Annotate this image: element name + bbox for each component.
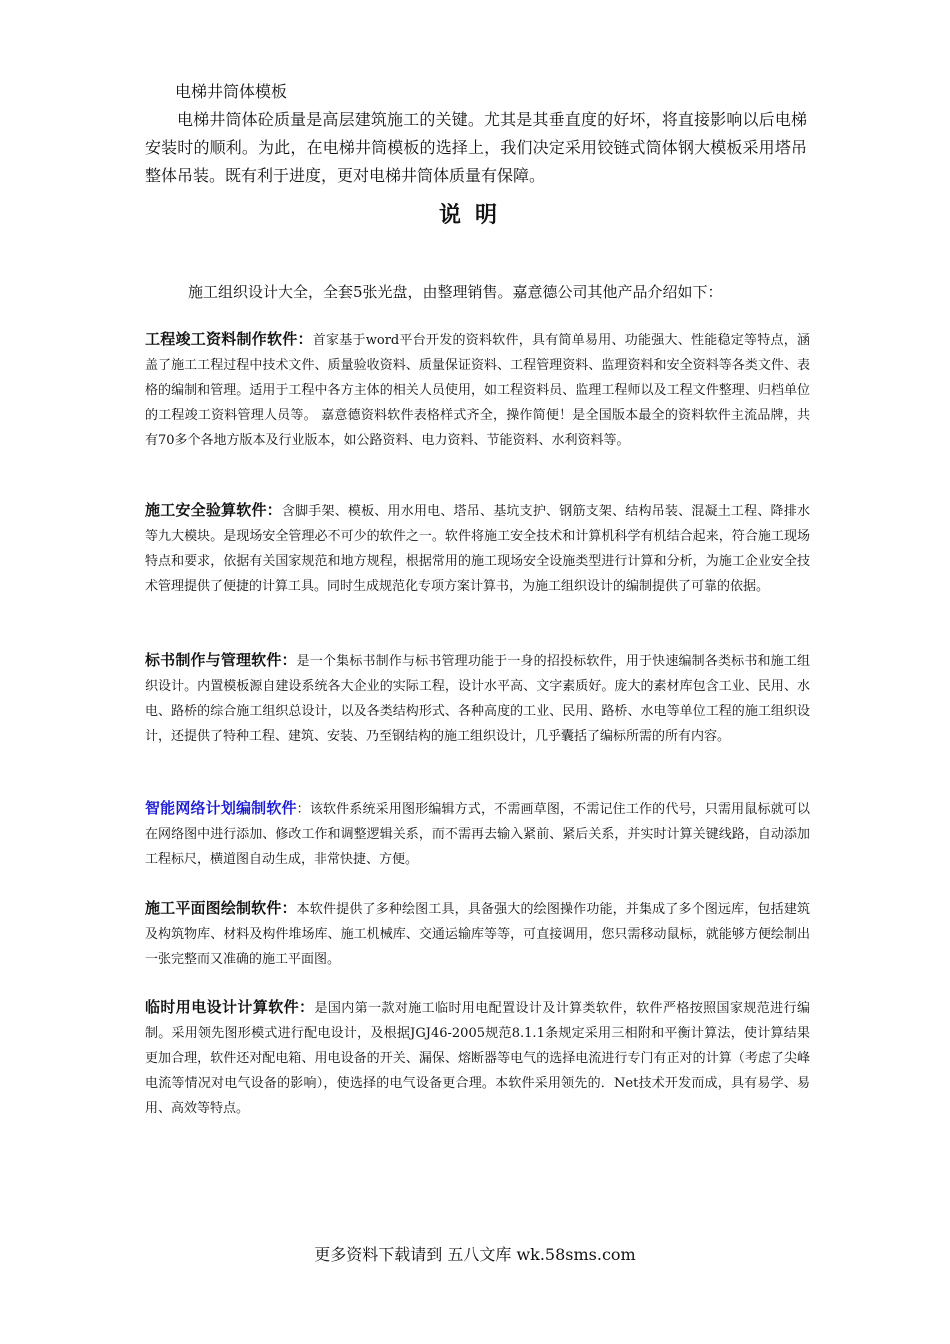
product-name: 工程竣工资料制作软件： <box>145 330 313 348</box>
product-description: 是国内第一款对施工临时用电配置设计及计算类软件，软件严格按照国家规范进行编制。采用领先图形模式进行配电设计，及根据JGJ46-2005规范8.1.1条规定采用三相附和平衡计算法，使计算结果更加合理，软件还对配电箱、用电设备的开关、漏保、熔断器等电气的选择电流进行专门有正对的计算（考虑了尖峰电流等情况对电气设备的影响），使选择的电气设备更合理。本软件采用领先的．Net技术开发而成，具有易学、易用、高效等特点。 <box>145 1001 810 1116</box>
intro-paragraph: 施工组织设计大全，全套5张光盘，由整理销售。嘉意德公司其他产品介绍如下： <box>188 283 723 301</box>
body-paragraph: 电梯井筒体砼质量是高层建筑施工的关键。尤其是其垂直度的好坏，将直接影响以后电梯安装时的顺利。为此，在电梯井筒模板的选择上，我们决定采用铰链式筒体钢大模板采用塔吊整体吊装。既有利于进度，更对电梯井筒体质量有保障。 <box>145 110 807 185</box>
page-footer: 更多资料下载请到 五八文库 wk.58sms.com <box>314 1245 636 1264</box>
page-title: 说明 <box>438 203 511 228</box>
product-description: ：该软件系统采用图形编辑方式，不需画草图，不需记住工作的代号，只需用鼠标就可以在网络图中进行添加、修改工作和调整逻辑关系，而不需再去输入紧前、紧后关系，并实时计算关键线路，自动添加工程标尺，横道图自动生成，非常快捷、方便。 <box>145 802 810 867</box>
product-section <box>145 498 810 599</box>
product-name: 施工安全验算软件： <box>145 501 282 519</box>
product-section <box>145 648 810 749</box>
product-name: 智能网络计划编制软件 <box>145 799 297 817</box>
product-section <box>145 896 810 972</box>
product-name: 施工平面图绘制软件： <box>145 899 297 917</box>
product-name: 临时用电设计计算软件： <box>145 998 315 1016</box>
product-description: 首家基于word平台开发的资料软件，具有简单易用、功能强大、性能稳定等特点，涵盖了施工工程过程中技术文件、质量验收资料、质量保证资料、工程管理资料、监理资料和安全资料等各类文件、表格的编制和管理。适用于工程中各方主体的相关人员使用，如工程资料员、监理工程师以及工程文件整理、归档单位的工程竣工资料管理人员等。 嘉意德资料软件表格样式齐全，操作简便！是全国版本最全的资料软件主流品牌，共有70多个各地方版本及行业版本，如公路资料、电力资料、节能资料、水利资料等。 <box>145 333 810 448</box>
section-heading: 电梯井筒体模板 <box>175 82 288 101</box>
product-description: 是一个集标书制作与标书管理功能于一身的招投标软件，用于快速编制各类标书和施工组织设计。内置模板源自建设系统各大企业的实际工程，设计水平高、文字素质好。庞大的素材库包含工业、民用、水电、路桥的综合施工组织总设计，以及各类结构形式、各种高度的工业、民用、路桥、水电等单位工程的施工组织设计，还提供了特种工程、建筑、安装、乃至钢结构的施工组织设计，几乎囊括了编标所需的所有内容。 <box>145 654 810 744</box>
product-description: 本软件提供了多种绘图工具，具备强大的绘图操作功能，并集成了多个图远库，包括建筑及构筑物库、材料及构件堆场库、施工机械库、交通运输库等等，可直接调用，您只需移动鼠标，就能够方便绘制出一张完整而又准确的施工平面图。 <box>145 902 810 967</box>
product-name: 标书制作与管理软件： <box>145 651 297 669</box>
product-section <box>145 327 810 453</box>
product-section <box>145 796 810 872</box>
product-section <box>145 995 810 1121</box>
product-description: 含脚手架、模板、用水用电、塔吊、基坑支护、钢筋支架、结构吊装、混凝土工程、降排水等九大模块。是现场安全管理必不可少的软件之一。软件将施工安全技术和计算机科学有机结合起来，符合施工现场特点和要求，依据有关国家规范和地方规程，根据常用的施工现场安全设施类型进行计算和分析，为施工企业安全技术管理提供了便捷的计算工具。同时生成规范化专项方案计算书，为施工组织设计的编制提供了可靠的依据。 <box>145 504 810 594</box>
